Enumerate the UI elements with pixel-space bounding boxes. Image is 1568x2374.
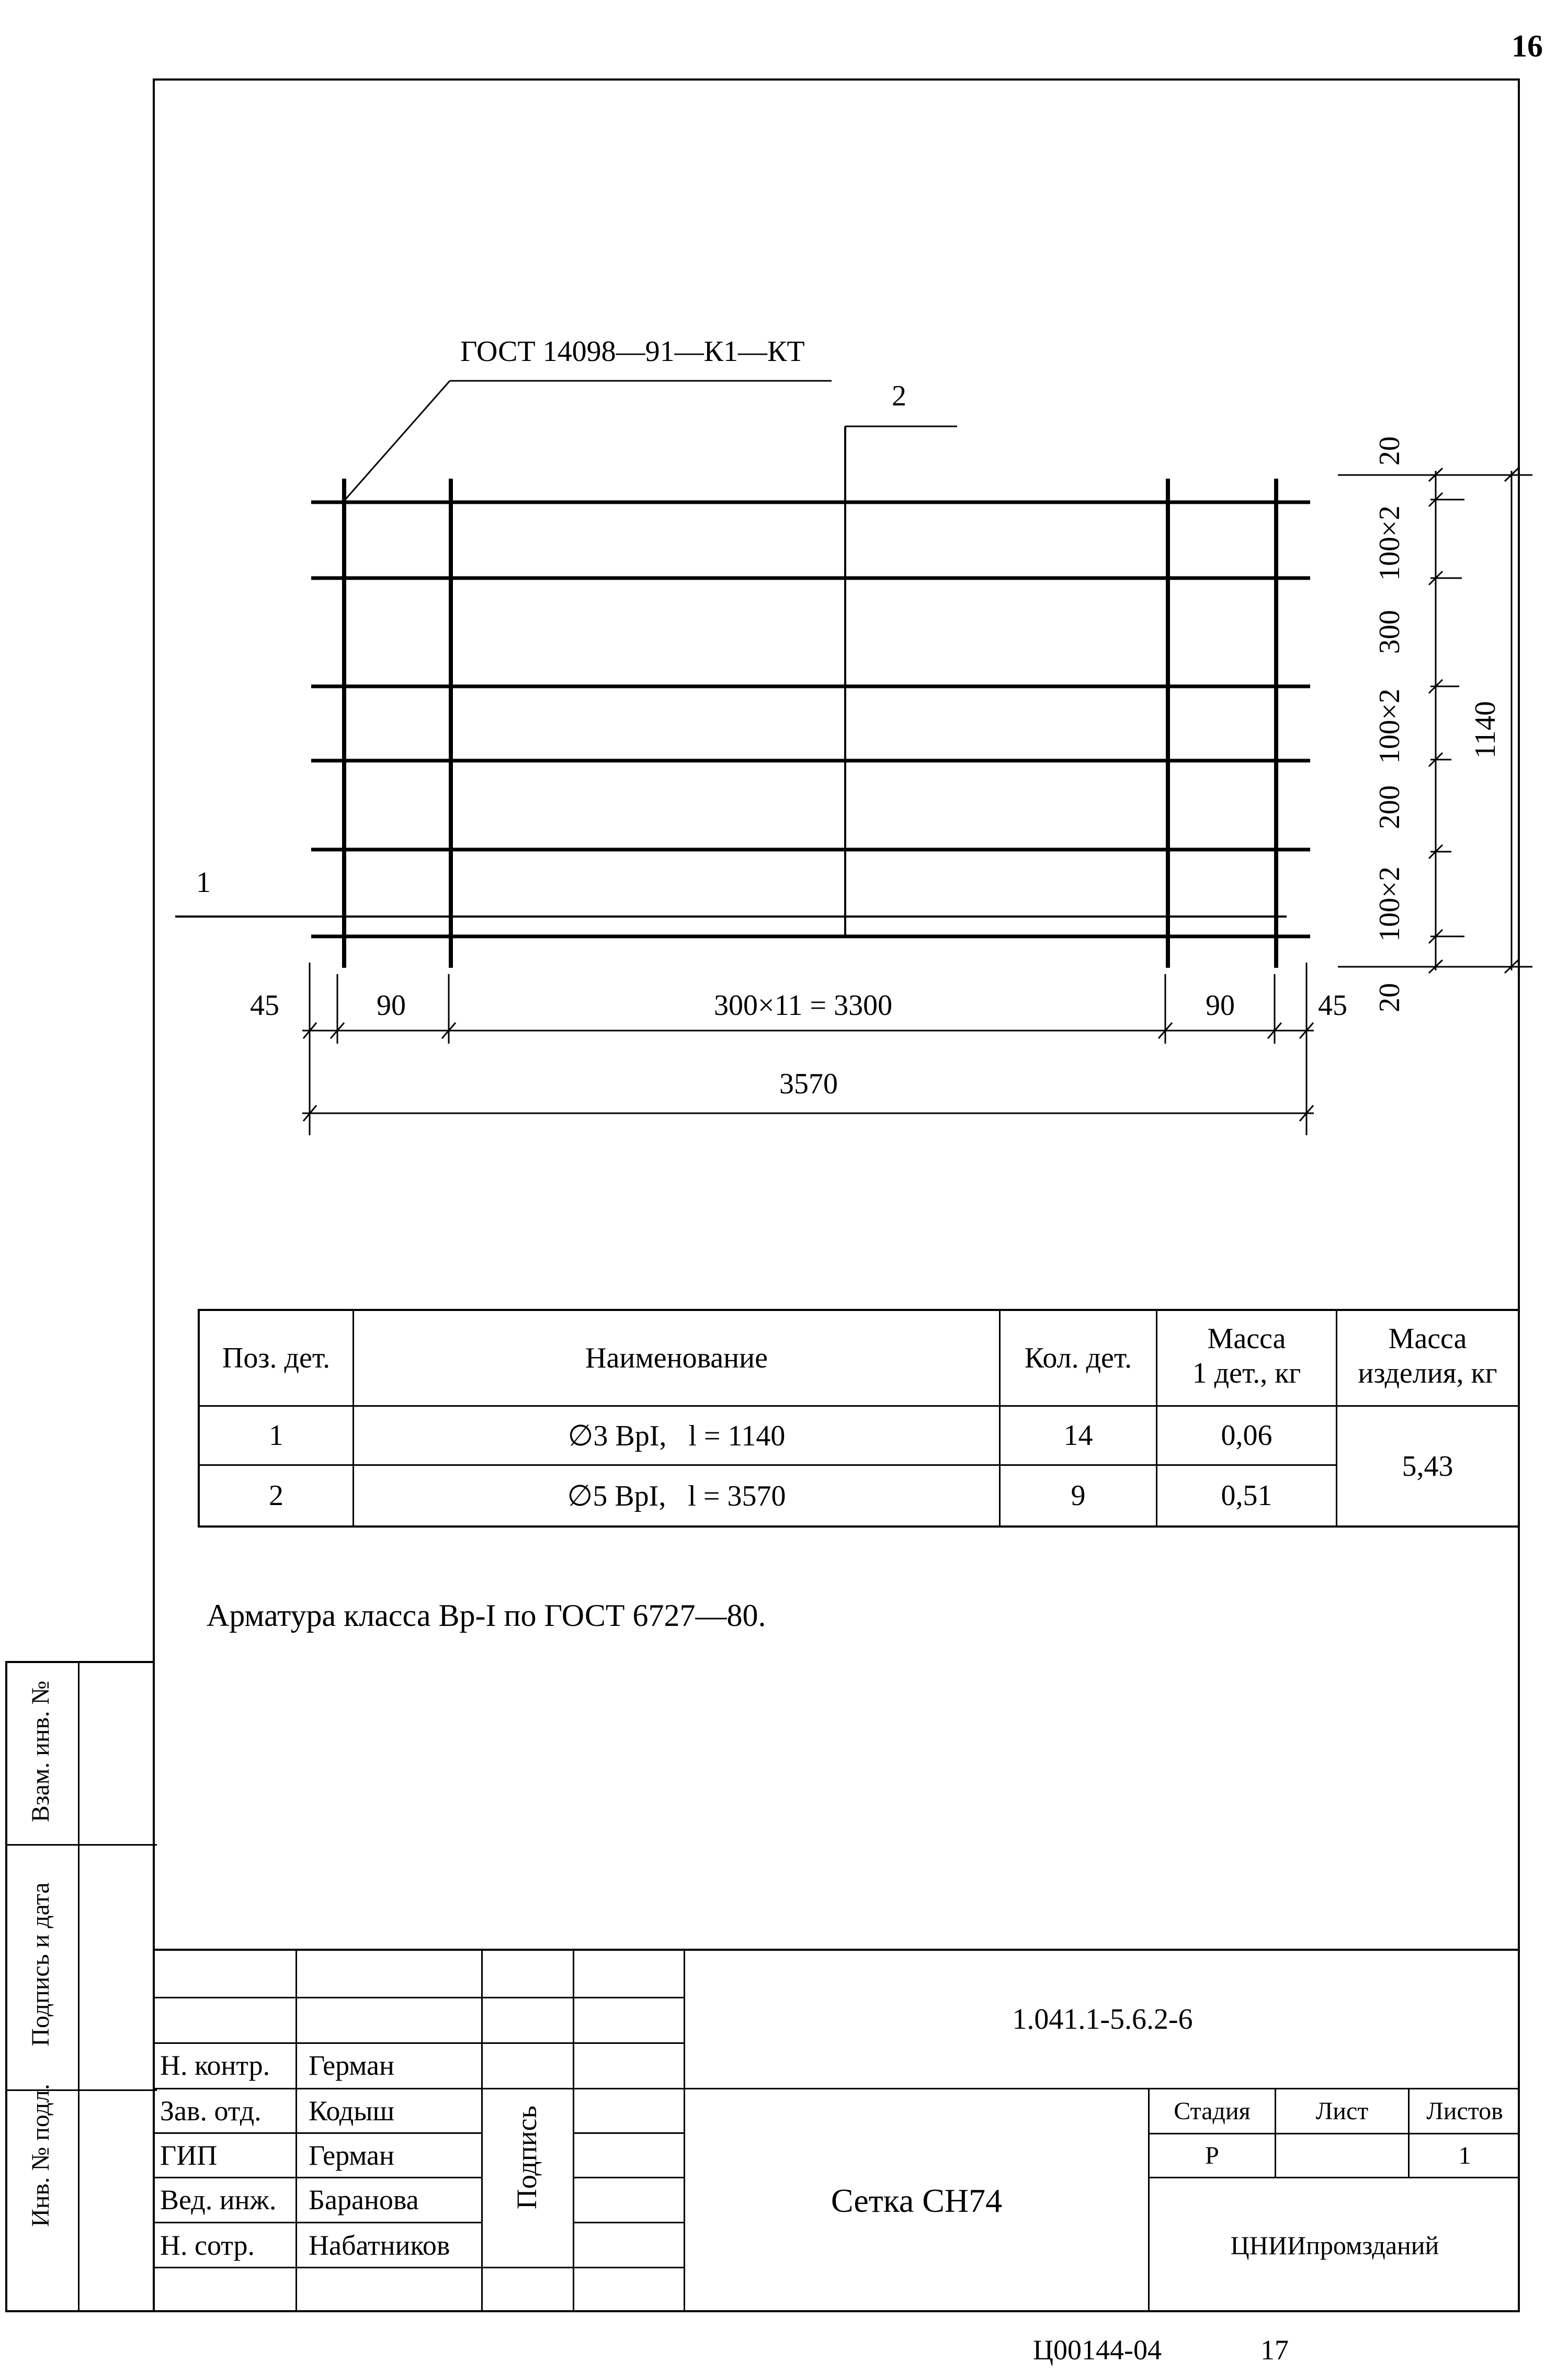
row2-mass: 0,51 (1221, 1479, 1272, 1512)
name-zav-otd: Кодыш (309, 2095, 395, 2127)
dim-45-left: 45 (250, 989, 279, 1022)
dim-middle: 300×11 = 3300 (714, 989, 893, 1022)
header-mass1: Масса 1 дет., кг (1192, 1322, 1301, 1389)
dim-v-300: 300 (1373, 610, 1406, 654)
side-inv-label: Инв. № подл. (27, 2084, 54, 2227)
title-block (153, 1949, 1520, 2312)
side-podpis-label: Подпись и дата (27, 1882, 54, 2047)
footer-code: Ц00144-04 (1033, 2334, 1162, 2366)
listov-value: 1 (1458, 2142, 1471, 2169)
organization: ЦНИИпромзданий (1230, 2231, 1439, 2260)
row2-pos: 2 (269, 1479, 283, 1512)
dim-v-total: 1140 (1469, 701, 1502, 759)
dim-90-right: 90 (1206, 989, 1235, 1022)
stadia-label: Стадия (1174, 2097, 1251, 2125)
header-pos: Поз. дет. (222, 1342, 331, 1374)
header-qty: Кол. дет. (1024, 1342, 1132, 1374)
role-ved-inzh: Вед. инж. (160, 2184, 277, 2215)
total-mass: 5,43 (1402, 1450, 1453, 1483)
note-text: Арматура класса Вр-I по ГОСТ 6727—80. (207, 1598, 766, 1633)
dim-v-20-bottom: 20 (1373, 983, 1406, 1012)
row1-mass: 0,06 (1221, 1419, 1272, 1452)
page-number: 16 (1512, 29, 1543, 63)
list-label: Лист (1315, 2097, 1369, 2125)
pos1-label: 1 (196, 866, 211, 899)
role-gip: ГИП (160, 2140, 218, 2171)
listov-label: Листов (1426, 2097, 1503, 2125)
dim-v-20-top: 20 (1373, 436, 1406, 466)
row1-qty: 14 (1063, 1419, 1093, 1452)
side-vzam-label: Взам. инв. № (27, 1680, 54, 1823)
dim-45-right: 45 (1318, 989, 1347, 1022)
document-code: 1.041.1-5.6.2-6 (1012, 2003, 1193, 2036)
footer-page: 17 (1260, 2334, 1289, 2366)
pos2-label: 2 (892, 380, 906, 412)
role-n-kontr: Н. контр. (160, 2050, 270, 2081)
row1-pos: 1 (269, 1419, 283, 1452)
dim-total: 3570 (779, 1068, 838, 1100)
list-value (1276, 2134, 1408, 2177)
role-zav-otd: Зав. отд. (160, 2095, 262, 2127)
dim-v-100x2-a: 100×2 (1373, 505, 1406, 581)
document-title: Сетка СН74 (831, 2182, 1003, 2219)
header-name: Наименование (585, 1342, 768, 1374)
dim-v-100x2-c: 100×2 (1373, 866, 1406, 942)
row2-qty: 9 (1071, 1479, 1086, 1512)
header-mass-total: Масса изделия, кг (1358, 1322, 1497, 1389)
podpis-label: Подпись (511, 2105, 542, 2210)
row2-name: ∅5 ВрI, l = 3570 (567, 1479, 786, 1512)
role-n-sotr: Н. сотр. (160, 2230, 255, 2261)
row1-name: ∅3 ВрI, l = 1140 (567, 1419, 786, 1452)
spec-table (198, 1309, 1520, 1528)
dim-90-left: 90 (377, 989, 406, 1022)
gost-callout: ГОСТ 14098—91—К1—КТ (460, 335, 805, 368)
name-ved-inzh: Баранова (309, 2184, 419, 2215)
dim-v-100x2-b: 100×2 (1373, 688, 1406, 764)
name-n-kontr: Герман (309, 2050, 394, 2081)
dim-v-200: 200 (1373, 785, 1406, 829)
name-n-sotr: Набатников (309, 2230, 450, 2261)
name-gip: Герман (309, 2140, 394, 2171)
stadia-value: Р (1205, 2142, 1219, 2169)
